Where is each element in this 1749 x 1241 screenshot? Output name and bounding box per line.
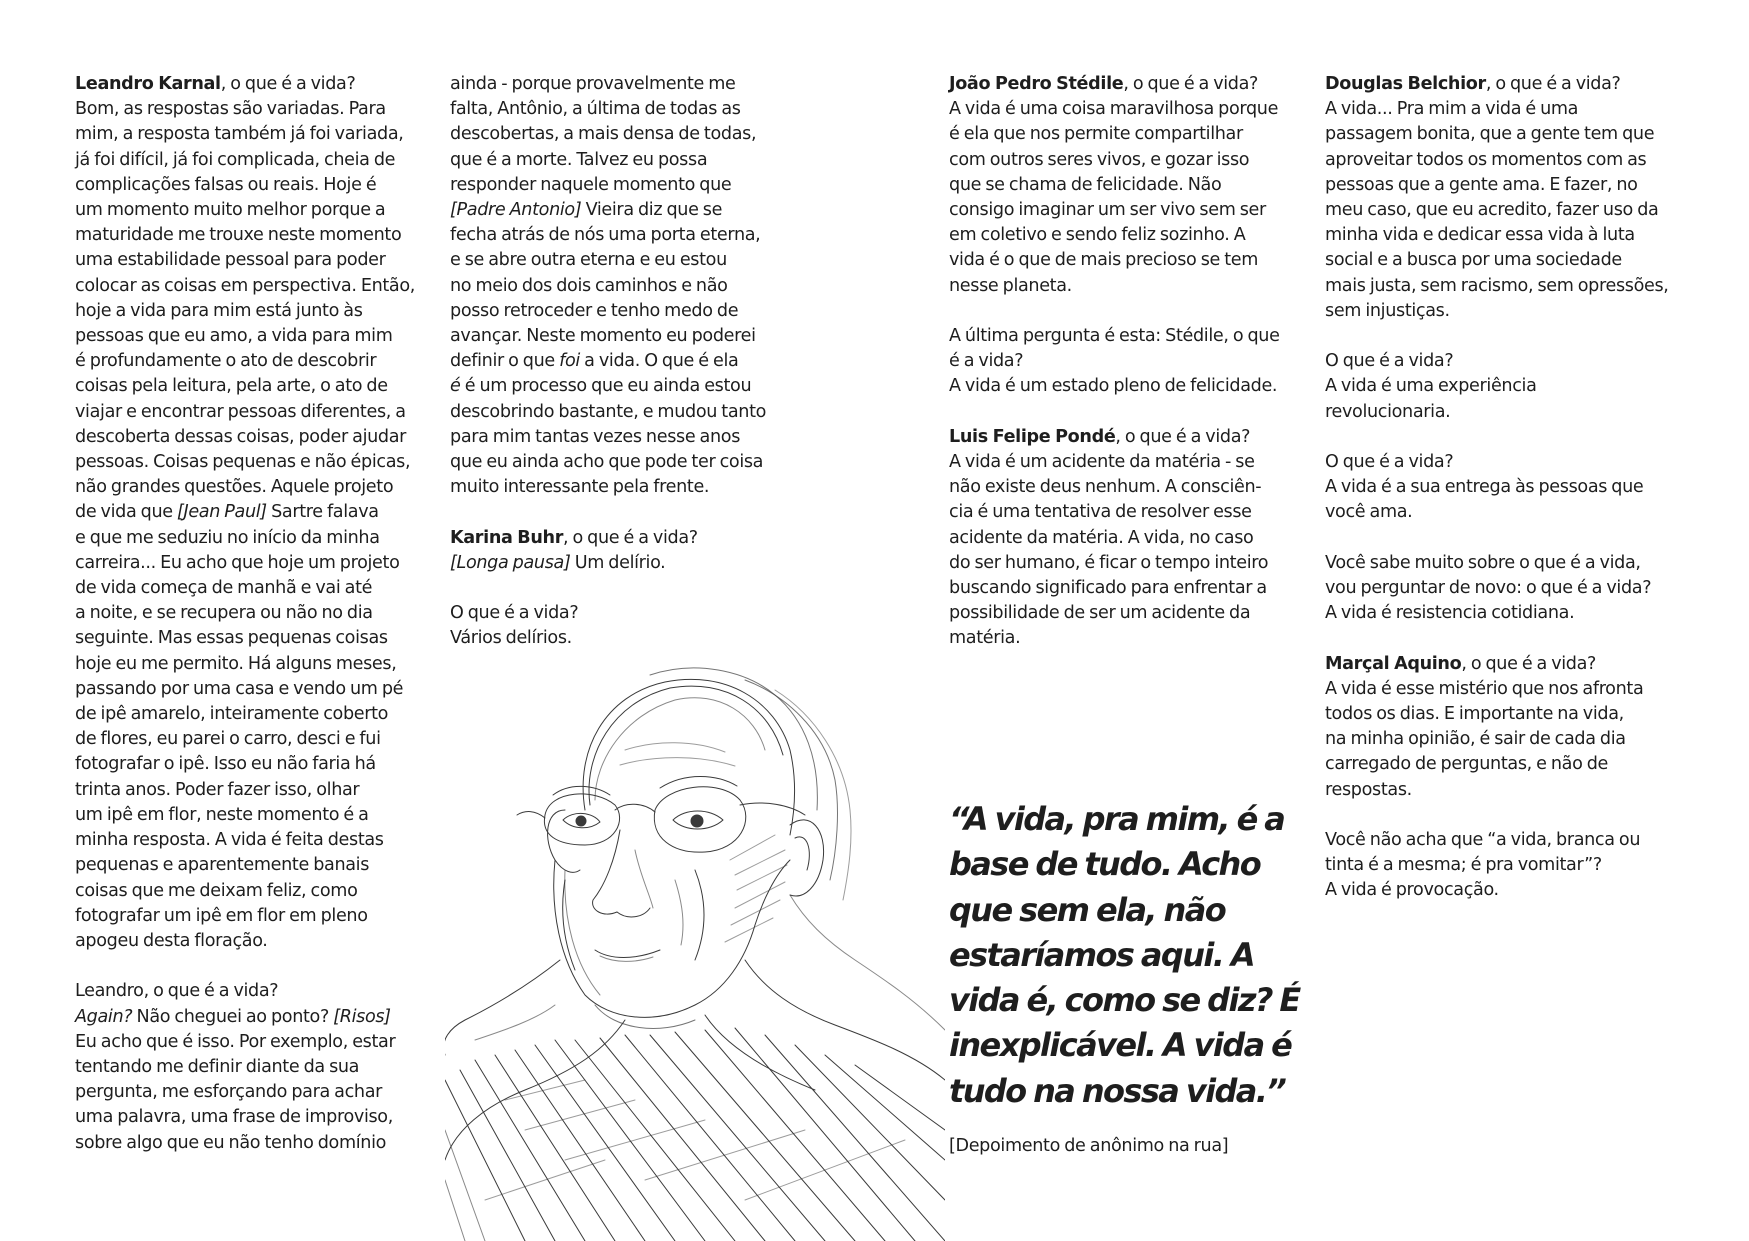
text-line: A vida é uma coisa maravilhosa porque bbox=[949, 99, 1279, 120]
interviewee-name: Luis Felipe Pondé bbox=[949, 426, 1116, 447]
follow-up-question bbox=[1325, 551, 1669, 601]
text-line: e se abre outra eterna e eu estou bbox=[450, 250, 727, 271]
text-line: seguinte. Mas essas pequenas coisas bbox=[75, 628, 388, 649]
text-line: matéria. bbox=[949, 628, 1021, 649]
text-line: descobertas, a mais densa de todas, bbox=[450, 124, 757, 145]
editor-note: [Padre Antonio] bbox=[450, 200, 582, 221]
text-line: responder naquele momento que bbox=[450, 174, 732, 195]
text-line: minha vida e dedicar essa vida à luta bbox=[1325, 225, 1635, 246]
text-line: fecha atrás de nós uma porta eterna, bbox=[450, 225, 761, 246]
editor-note: [Longa pausa] bbox=[450, 552, 571, 573]
text-line: de ipê amarelo, inteiramente coberto bbox=[75, 704, 389, 725]
text-line: em coletivo e sendo feliz sozinho. A bbox=[949, 225, 1246, 246]
interview-question: , o que é a vida? bbox=[1123, 74, 1259, 94]
interviewee-name: Karina Buhr bbox=[450, 527, 564, 548]
foreign-word: Again? bbox=[75, 1006, 133, 1027]
text-line: uma palavra, uma frase de improviso, bbox=[75, 1107, 393, 1128]
text-line: todos os dias. E importante na vida, bbox=[1325, 704, 1624, 725]
text-line: é ela que nos permite compartilhar bbox=[949, 124, 1243, 145]
answer-paragraph bbox=[450, 400, 766, 501]
answer-line: [Padre Antonio] Vieira diz que se bbox=[450, 200, 723, 221]
text-line: uma estabilidade pessoal para poder bbox=[75, 250, 386, 271]
text-line: maturidade me trouxe neste momento bbox=[75, 225, 402, 246]
text-line: A vida é a sua entrega às pessoas que bbox=[1325, 477, 1644, 498]
text-line: vida é, como se diz? É bbox=[949, 981, 1300, 1020]
text-line: hoje eu me permito. Há alguns meses, bbox=[75, 653, 397, 674]
interview-question: , o que é a vida? bbox=[1115, 426, 1251, 447]
text-line: você ama. bbox=[1325, 502, 1413, 523]
interview-heading bbox=[1325, 652, 1669, 677]
interview-heading bbox=[949, 72, 1280, 97]
interview-heading bbox=[949, 425, 1280, 450]
text-line: é a vida? bbox=[949, 351, 1024, 372]
interview-question: O que é a vida? bbox=[1325, 452, 1454, 473]
text-line: vou perguntar de novo: o que é a vida? bbox=[1325, 578, 1652, 599]
text-line: a noite, e se recupera ou não no dia bbox=[75, 603, 373, 624]
text-line: um momento muito melhor porque a bbox=[75, 200, 386, 221]
text-line: de flores, eu parei o carro, desci e fui bbox=[75, 729, 381, 750]
answer-paragraph bbox=[1325, 475, 1669, 525]
interviewee-name: Leandro Karnal bbox=[75, 74, 221, 94]
text-line: fotografar o ipê. Isso eu não faria há bbox=[75, 754, 376, 775]
text-line: apogeu desta floração. bbox=[75, 930, 268, 951]
text-line: colocar as coisas em perspectiva. Então, bbox=[75, 275, 416, 296]
sketch-lines bbox=[445, 668, 945, 1241]
answer-paragraph bbox=[450, 72, 766, 198]
column-stedile-ponde bbox=[949, 72, 1280, 652]
answer-paragraph bbox=[75, 526, 415, 954]
answer-line: A vida é um estado pleno de felicidade. bbox=[949, 376, 1278, 397]
text-line: descoberta dessas coisas, poder ajudar bbox=[75, 426, 407, 447]
text-line: A vida é um acidente da matéria - se bbox=[949, 452, 1255, 473]
column-continuation-karina-buhr bbox=[450, 72, 766, 652]
answer-line: de vida que [Jean Paul] Sartre falava bbox=[75, 502, 379, 523]
text-line: avançar. Neste momento eu poderei bbox=[450, 326, 756, 347]
text-line: tentando me definir diante da sua bbox=[75, 1056, 360, 1077]
text-line: para mim tantas vezes nesse anos bbox=[450, 426, 741, 447]
text-line: passando por uma casa e vendo um pé bbox=[75, 678, 404, 699]
interview-question: , o que é a vida? bbox=[563, 527, 698, 548]
pull-quote-credit: [Depoimento de anônimo na rua] bbox=[949, 1136, 1229, 1156]
text-line: A vida é uma experiência bbox=[1325, 376, 1537, 397]
text-line: pessoas. Coisas pequenas e não épicas, bbox=[75, 452, 411, 473]
text-line: na minha opinião, é sair de cada dia bbox=[1325, 729, 1626, 750]
text-line: hoje a vida para mim está junto às bbox=[75, 300, 363, 321]
interview-heading bbox=[450, 526, 766, 551]
text-line: A vida é esse mistério que nos afronta bbox=[1325, 678, 1644, 699]
text-line: pequenas e aparentemente banais bbox=[75, 855, 370, 876]
text-line: meu caso, que eu acredito, fazer uso da bbox=[1325, 200, 1659, 221]
answer-paragraph bbox=[949, 97, 1280, 299]
text-line: minha resposta. A vida é feita destas bbox=[75, 830, 384, 851]
text-line: do ser humano, é ficar o tempo inteiro bbox=[949, 552, 1269, 573]
text-line: pergunta, me esforçando para achar bbox=[75, 1082, 383, 1103]
answer-paragraph bbox=[1325, 97, 1669, 324]
text-line: trinta anos. Poder fazer isso, olhar bbox=[75, 779, 360, 800]
answer-paragraph bbox=[1325, 677, 1669, 803]
text-line: tinta é a mesma; é pra vomitar”? bbox=[1325, 855, 1602, 876]
text-line: Eu acho que é isso. Por exemplo, estar bbox=[75, 1031, 396, 1052]
interviewee-name: Douglas Belchior bbox=[1325, 74, 1486, 94]
text-line: buscando significado para enfrentar a bbox=[949, 578, 1267, 599]
text-line: descobrindo bastante, e mudou tanto bbox=[450, 401, 767, 422]
text-line: carreira... Eu acho que hoje um projeto bbox=[75, 552, 400, 573]
answer-line: Again? Não cheguei ao ponto? [Risos] bbox=[75, 1006, 391, 1027]
text-line: “A vida, pra mim, é a bbox=[949, 800, 1285, 838]
text-line: no meio dos dois caminhos e não bbox=[450, 275, 728, 296]
text-line: já foi difícil, já foi complicada, cheia de bbox=[75, 149, 396, 170]
portrait-sketch bbox=[445, 660, 945, 1241]
interview-question: , o que é a vida? bbox=[220, 74, 356, 94]
emphasis: é bbox=[450, 376, 461, 397]
answer-line: Vários delírios. bbox=[450, 628, 572, 649]
text-line: que sem ela, não bbox=[949, 890, 1226, 929]
text-line: não grandes questões. Aquele projeto bbox=[75, 477, 394, 498]
text-line: mim, a resposta também já foi variada, bbox=[75, 124, 404, 145]
text-line: Você não acha que “a vida, branca ou bbox=[1325, 830, 1641, 851]
follow-up-question bbox=[949, 324, 1280, 374]
text-line: carregado de perguntas, e não de bbox=[1325, 754, 1609, 775]
text-line: sobre algo que eu não tenho domínio bbox=[75, 1132, 387, 1153]
text-line: de vida começa de manhã e vai até bbox=[75, 578, 373, 599]
follow-up-question bbox=[1325, 828, 1669, 878]
interview-heading bbox=[75, 72, 415, 97]
answer-paragraph bbox=[75, 1030, 415, 1156]
text-line: inexplicável. A vida é bbox=[949, 1026, 1292, 1065]
text-line: coisas pela leitura, pela arte, o ato de bbox=[75, 376, 388, 397]
text-line: muito interessante pela frente. bbox=[450, 477, 710, 498]
answer-line: A vida é provocação. bbox=[1325, 880, 1499, 901]
answer-line: A vida é resistencia cotidiana. bbox=[1325, 603, 1575, 624]
text-line: estaríamos aqui. A bbox=[949, 935, 1255, 974]
text-line: consigo imaginar um ser vivo sem ser bbox=[949, 200, 1266, 221]
text-line: passagem bonita, que a gente tem que bbox=[1325, 124, 1655, 145]
text-line: vida é o que de mais precioso se tem bbox=[949, 250, 1259, 271]
text-line: respostas. bbox=[1325, 779, 1412, 800]
column-leandro-karnal bbox=[75, 72, 415, 1156]
text-line: falta, Antônio, a última de todas as bbox=[450, 99, 741, 120]
text-line: é profundamente o ato de descobrir bbox=[75, 351, 377, 372]
interview-question: O que é a vida? bbox=[1325, 351, 1454, 372]
text-line: possibilidade de ser um acidente da bbox=[949, 603, 1251, 624]
answer-paragraph bbox=[949, 450, 1280, 652]
text-line: sem injustiças. bbox=[1325, 300, 1450, 321]
text-line: não existe deus nenhum. A consciên- bbox=[949, 477, 1262, 498]
interview-question: O que é a vida? bbox=[450, 603, 579, 624]
text-line: complicações falsas ou reais. Hoje é bbox=[75, 174, 377, 195]
text-line: e que me seduziu no início da minha bbox=[75, 527, 380, 548]
text-line: base de tudo. Acho bbox=[949, 845, 1261, 884]
text-line: que eu ainda acho que pode ter coisa bbox=[450, 452, 764, 473]
text-line: que se chama de felicidade. Não bbox=[949, 174, 1222, 195]
answer-line: é é um processo que eu ainda estou bbox=[450, 376, 752, 397]
text-line: aproveitar todos os momentos com as bbox=[1325, 149, 1647, 170]
answer-line: definir o que foi a vida. O que é ela bbox=[450, 351, 739, 372]
interview-heading bbox=[1325, 72, 1669, 97]
interview-question: Leandro, o que é a vida? bbox=[75, 981, 279, 1002]
text-line: acidente da matéria. A vida, no caso bbox=[949, 527, 1254, 548]
text-line: Você sabe muito sobre o que é a vida, bbox=[1325, 552, 1641, 573]
text-line: pessoas que eu amo, a vida para mim bbox=[75, 326, 393, 347]
text-line: pessoas que a gente ama. E fazer, no bbox=[1325, 174, 1638, 195]
text-line: posso retroceder e tenho medo de bbox=[450, 300, 739, 321]
text-line: revolucionaria. bbox=[1325, 401, 1451, 422]
text-line: viajar e encontrar pessoas diferentes, a bbox=[75, 401, 406, 422]
text-line: Bom, as respostas são variadas. Para bbox=[75, 99, 386, 120]
answer-paragraph bbox=[1325, 374, 1669, 424]
text-line: tudo na nossa vida.” bbox=[949, 1071, 1286, 1110]
interview-question: , o que é a vida? bbox=[1461, 653, 1597, 674]
text-line: que é a morte. Talvez eu possa bbox=[450, 149, 708, 170]
answer-paragraph bbox=[450, 223, 766, 349]
text-line: com outros seres vivos, e gozar isso bbox=[949, 149, 1250, 170]
text-line: cia é uma tentativa de resolver esse bbox=[949, 502, 1252, 523]
pull-quote bbox=[949, 797, 1300, 1114]
answer-paragraph bbox=[75, 97, 415, 500]
column-belchior-aquino bbox=[1325, 72, 1669, 904]
text-line: ainda - porque provavelmente me bbox=[450, 74, 736, 94]
text-line: mais justa, sem racismo, sem opressões, bbox=[1325, 275, 1669, 296]
text-line: A vida... Pra mim a vida é uma bbox=[1325, 99, 1579, 120]
text-line: fotografar um ipê em flor em pleno bbox=[75, 905, 368, 926]
editor-note: [Jean Paul] bbox=[176, 502, 267, 523]
emphasis: foi bbox=[559, 351, 580, 372]
answer-line: [Longa pausa] Um delírio. bbox=[450, 552, 666, 573]
interviewee-name: João Pedro Stédile bbox=[949, 74, 1124, 94]
interviewee-name: Marçal Aquino bbox=[1325, 653, 1462, 674]
text-line: nesse planeta. bbox=[949, 275, 1072, 296]
text-line: um ipê em flor, neste momento é a bbox=[75, 804, 369, 825]
text-line: A última pergunta é esta: Stédile, o que bbox=[949, 326, 1280, 347]
text-line: social e a busca por uma sociedade bbox=[1325, 250, 1622, 271]
interview-question: , o que é a vida? bbox=[1485, 74, 1621, 94]
editor-note: [Risos] bbox=[333, 1006, 391, 1027]
text-line: coisas que me deixam feliz, como bbox=[75, 880, 358, 901]
